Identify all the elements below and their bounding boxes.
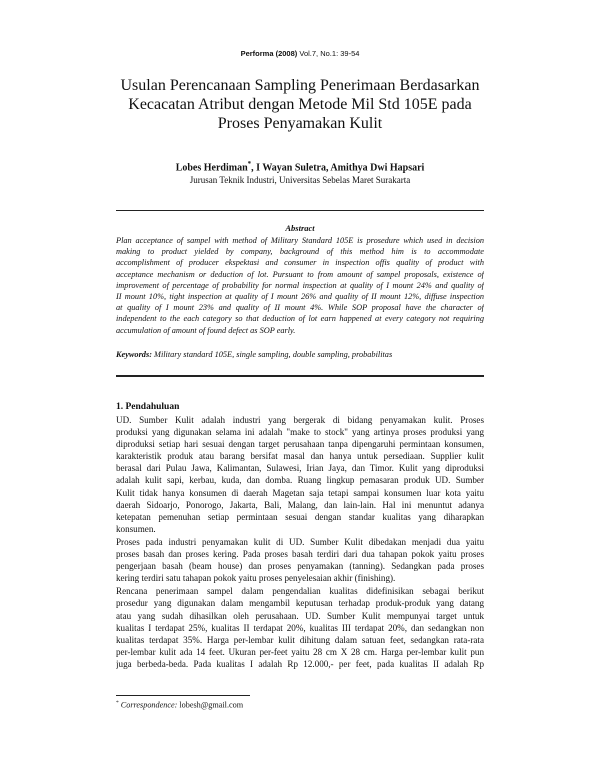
keywords-value: Military standard 105E, single sampling, double sampling, probabilitas — [151, 350, 393, 359]
abstract-bottom-rule — [116, 375, 484, 377]
title-line: Proses Penyamakan Kulit — [217, 115, 383, 132]
body-line: daerah Sidoarjo, Ponorogo, Jakarta, Bali, Malang, dan lain-lain. Hal ini menuntut adanya — [116, 499, 484, 510]
body-line: kualitas I terdapat 25%, kualitas II terdapat 20%, kualitas III terdapat 20%, dan sedangkan non — [116, 622, 484, 633]
abstract-line: independent to the each category so that deduction of lot earn happened at every category not requiring — [116, 314, 484, 324]
body-line: UD. Sumber Kulit adalah industri yang bergerak di bidang penyamakan kulit. Proses — [116, 415, 484, 425]
body-line: Rencana penerimaan sampel dalam pengendalian kualitas didefinisikan sebagai berikut — [116, 586, 484, 597]
paper-title — [100, 76, 500, 133]
authors — [0, 160, 600, 173]
body-line: ketepatan pemenuhan setiap permintaan sesuai dengan standar kualitas yang diharapkan — [116, 511, 484, 522]
abstract-line: accumulation of amount of found defect as SOP early. — [116, 325, 296, 335]
body-text — [116, 414, 484, 670]
body-line: pengerjaan basah (beam house) dan proses penyamakan (tanning). Sedangkan pada proses — [116, 561, 484, 572]
abstract-body — [116, 235, 484, 336]
body-line: Proses pada industri penyamakan kulit di UD. Sumber Kulit dibedakan menjadi dua yaitu — [116, 536, 484, 547]
abstract-line: II mount 10%, tight inspection at quality of I mount 26% and quality of II mount 12%, diffuse inspection — [116, 292, 484, 302]
footnote-label: Correspondence: — [118, 700, 178, 710]
body-line: adalah kulit sapi, kerbau, kuda, dan domba. Ruang lingkup pemasaran produk UD. Sumber — [116, 475, 484, 486]
footnote-mark: * — [116, 700, 119, 706]
abstract-line: accomplishment of producer ekspektasi and consumer in inspection offis quality of product with — [116, 258, 484, 268]
footnote — [116, 700, 243, 710]
title-line: Usulan Perencanaan Sampling Penerimaan Berdasarkan — [120, 77, 480, 94]
journal-name: Performa (2008) — [240, 49, 298, 58]
abstract-top-rule — [116, 210, 484, 211]
abstract-line: improvement of percentage of probability for normal inspection at quality of I mount 24% and quality of — [116, 280, 484, 290]
body-line: produksi yang digunakan selama ini adalah "make to stock" yang artinya proses produksi yang — [116, 427, 484, 438]
body-line: atau yang sudah dihasilkan oleh perusahaan. UD. Sumber Kulit mempunyai target untuk — [116, 610, 484, 621]
section-heading: 1. Pendahuluan — [116, 402, 180, 412]
title-line: Kecacatan Atribut dengan Metode Mil Std 105E pada — [128, 96, 472, 113]
abstract-line: at quality of I mount 23% and quality of II mount 4%. While SOP proposal have the character of — [116, 303, 484, 313]
author-mark: * — [247, 160, 252, 168]
affiliation: Jurusan Teknik Industri, Universitas Sebelas Maret Surakarta — [189, 175, 411, 185]
body-line: proses basah dan proses kering. Pada proses basah terdiri dari dua tahapan pokok yaitu proses — [116, 549, 484, 560]
body-line: prosedur yang digunakan dalam mengambil keputusan terhadap produk-produk yang datang — [116, 598, 484, 609]
body-line: konsumen. — [116, 523, 156, 534]
footnote-email: lobesh@gmail.com — [177, 700, 244, 710]
keywords — [116, 350, 484, 359]
journal-issue: Vol.7, No.1: 39-54 — [299, 49, 360, 58]
body-line: per-lembar kulit ada 14 feet. Ukuran per-feet yaitu 28 cm X 28 cm. Harga per-lembar kulit pun — [116, 646, 484, 657]
body-line: Kulit tidak hanya konsumen di daerah Magetan saja tetapi sampai konsumen luar kota yaitu — [116, 487, 484, 498]
abstract-line: making to product yielded by company, background of this method him is to accommodate — [116, 247, 484, 257]
body-line: diproduksi setiap hari sesuai dengan target perusahaan tanpa dipengaruhi permintaan konsumen, — [116, 439, 484, 450]
author-first: Lobes Herdiman — [175, 162, 248, 174]
body-line: juga berbeda-beda. Pada kualitas I adalah Rp 12.000,- per feet, pada kualitas II adalah Rp — [116, 658, 484, 669]
abstract-line: acceptance mechanism or deduction of lot. Pursuant to from amount of sampel proposals, existence of — [116, 269, 484, 279]
body-line: kualitas terdapat 35%. Harga per-lembar kulit dihitung dalam satuan feet, sedangkan rata-rata — [116, 634, 484, 645]
body-line: karakteristik produk atau barang bersifat masal dan hanya untuk persediaan. Supplier kulit — [116, 451, 484, 462]
footnote-rule — [116, 695, 250, 696]
running-head — [0, 49, 600, 58]
keywords-label: Keywords: — [116, 350, 152, 359]
abstract-heading: Abstract — [285, 223, 315, 233]
body-line: berasal dari Pulau Jawa, Kalimantan, Sulawesi, Irian Jaya, dan Timor. Kulit yang diproduksi — [116, 463, 484, 474]
author-rest: , I Wayan Suletra, Amithya Dwi Hapsari — [251, 162, 425, 174]
abstract-line: Plan acceptance of sampel with method of Military Standard 105E is prosedure which used in decision — [116, 236, 484, 245]
body-line: kering terdiri satu tahapan pokok yaitu proses penyelesaian akhir (finishing). — [116, 573, 396, 584]
